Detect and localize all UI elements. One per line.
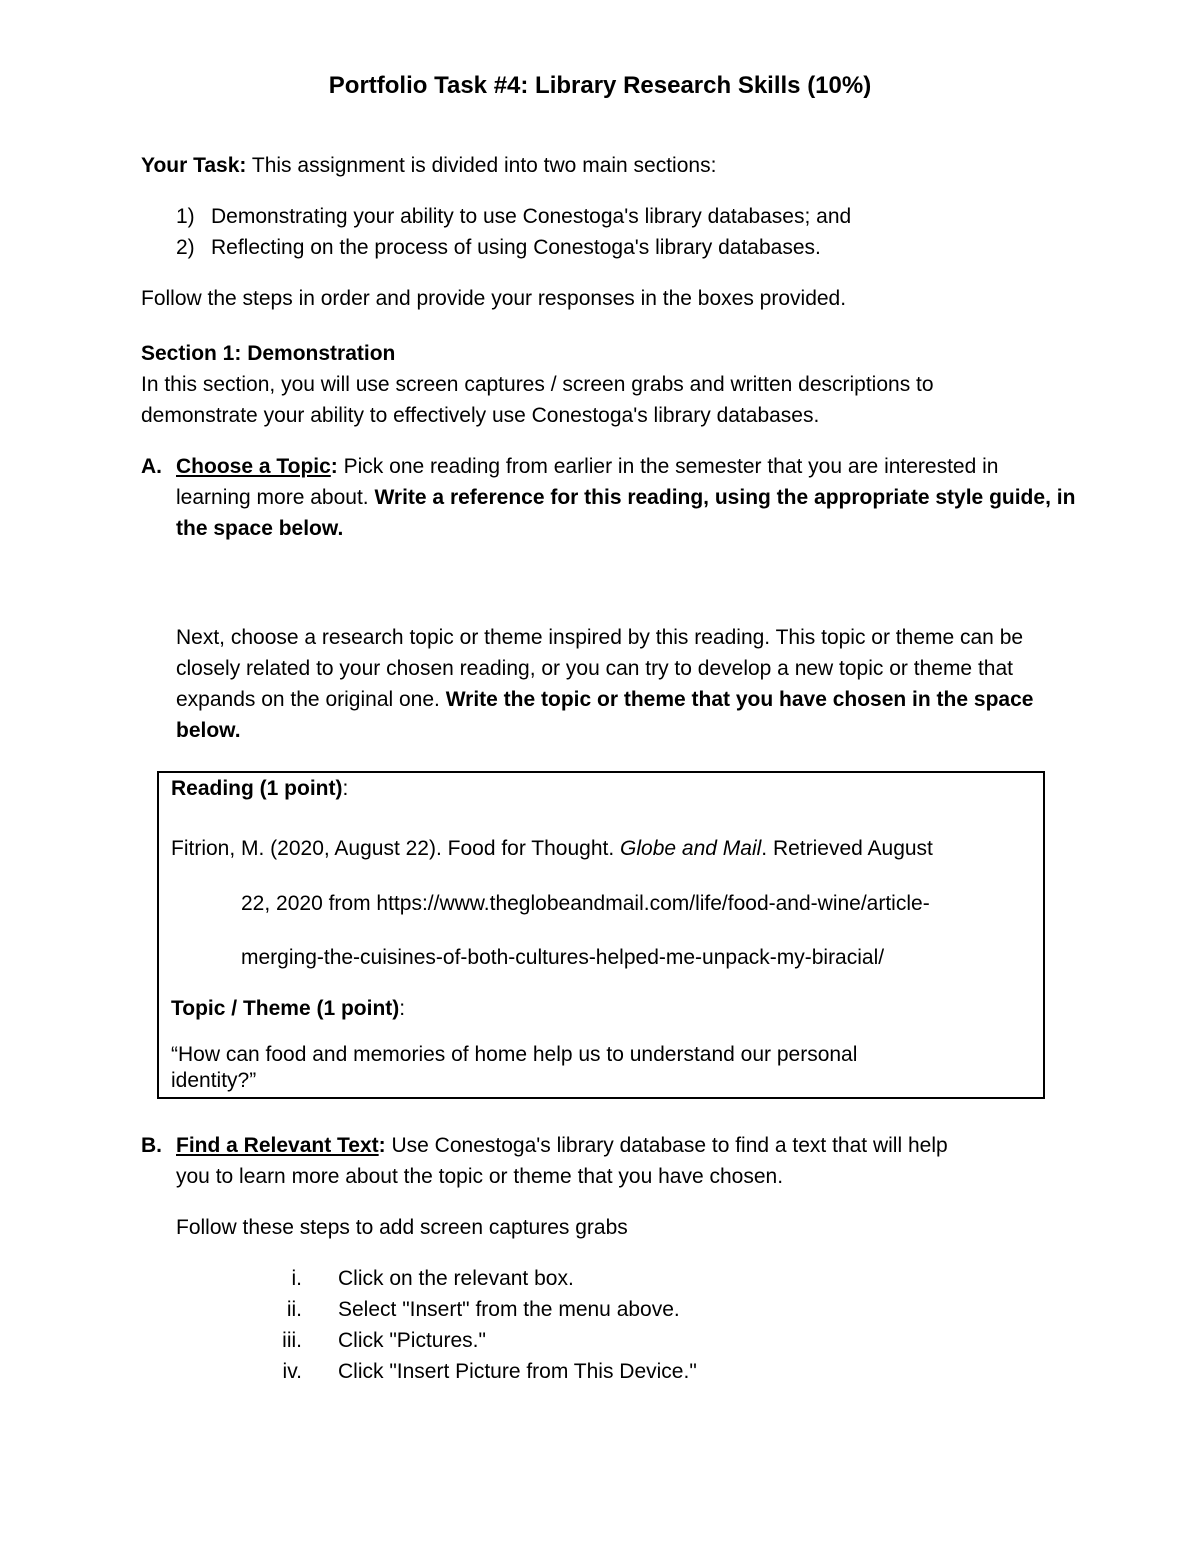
part-a-text [176,451,1076,544]
part-b-desc-line: you to learn more about the topic or theme that you have chosen. [176,1165,784,1188]
step-number: i. [291,1267,302,1290]
step-item: Select "Insert" from the menu above. [338,1298,680,1321]
topic-colon: : [399,997,406,1020]
part-b-label: Find a Relevant Text [176,1134,379,1157]
task-text: This assignment is divided into two main sections: [246,154,717,177]
step-item: Click on the relevant box. [338,1267,574,1290]
part-a-letter: A. [141,455,162,478]
part-a-colon: : [330,455,338,478]
part-a-label: Choose a Topic [176,455,331,478]
part-b-desc: Use Conestoga's library database to find a text that will help [385,1134,948,1157]
step-item: Click "Insert Picture from This Device." [338,1360,697,1383]
reading-label: Reading (1 point) [171,777,343,800]
part-a-bold-instruction: Write a reference for this reading, using the appropriate style guide, in the space below. [176,486,1076,540]
reference-text: Fitrion, M. (2020, August 22). Food for Thought. [171,837,621,860]
list-number: 1) [176,205,195,228]
topic-text-line: “How can food and memories of home help us to understand our personal [171,1043,858,1066]
section1-desc-line: demonstrate your ability to effectively use Conestoga's library databases. [141,404,820,427]
page-title: Portfolio Task #4: Library Research Skills (10%) [328,72,872,99]
reference-line: merging-the-cuisines-of-both-cultures-helped-me-unpack-my-biracial/ [241,946,885,969]
part-b-follow: Follow these steps to add screen captures grabs [176,1216,628,1239]
part-b-colon: : [378,1134,386,1157]
follow-instructions: Follow the steps in order and provide your responses in the boxes provided. [141,287,847,310]
list-item: Demonstrating your ability to use Conestoga's library databases; and [211,205,852,228]
part-a-desc: Pick one reading from earlier in the semester that you are interested in learning more about. [176,455,999,509]
reference-line [171,835,933,863]
task-label: Your Task: [141,154,247,177]
step-item: Click "Pictures." [338,1329,486,1352]
response-box-a[interactable] [157,771,1045,1099]
reference-line: 22, 2020 from https://www.theglobeandmail.com/life/food-and-wine/article- [241,892,930,915]
reading-colon: : [342,777,349,800]
part-a-next-desc: Next, choose a research topic or theme inspired by this reading. This topic or theme can be closely related to your chosen reading, or you can try to develop a new topic or theme that expands on the original one. [176,626,1024,711]
section1-desc-line: In this section, you will use screen captures / screen grabs and written descriptions to [141,373,934,396]
section1-heading: Section 1: Demonstration [141,342,396,365]
reference-journal: Globe and Mail [620,837,762,860]
reference-text: . Retrieved August [761,837,933,860]
topic-text-line: identity?” [171,1069,257,1092]
step-number: ii. [286,1298,302,1321]
topic-label: Topic / Theme (1 point) [171,997,400,1020]
task-intro [141,150,716,181]
topic-label-line [171,995,405,1023]
part-a-next-bold: Write the topic or theme that you have chosen in the space below. [176,688,1034,742]
step-number: iv. [282,1360,302,1383]
list-item: Reflecting on the process of using Conestoga's library databases. [211,236,821,259]
part-b-text [176,1130,1076,1161]
step-number: iii. [282,1329,302,1352]
part-b-letter: B. [141,1134,162,1157]
part-a-next [176,622,1076,746]
reading-label-line [171,775,348,803]
list-number: 2) [176,236,195,259]
